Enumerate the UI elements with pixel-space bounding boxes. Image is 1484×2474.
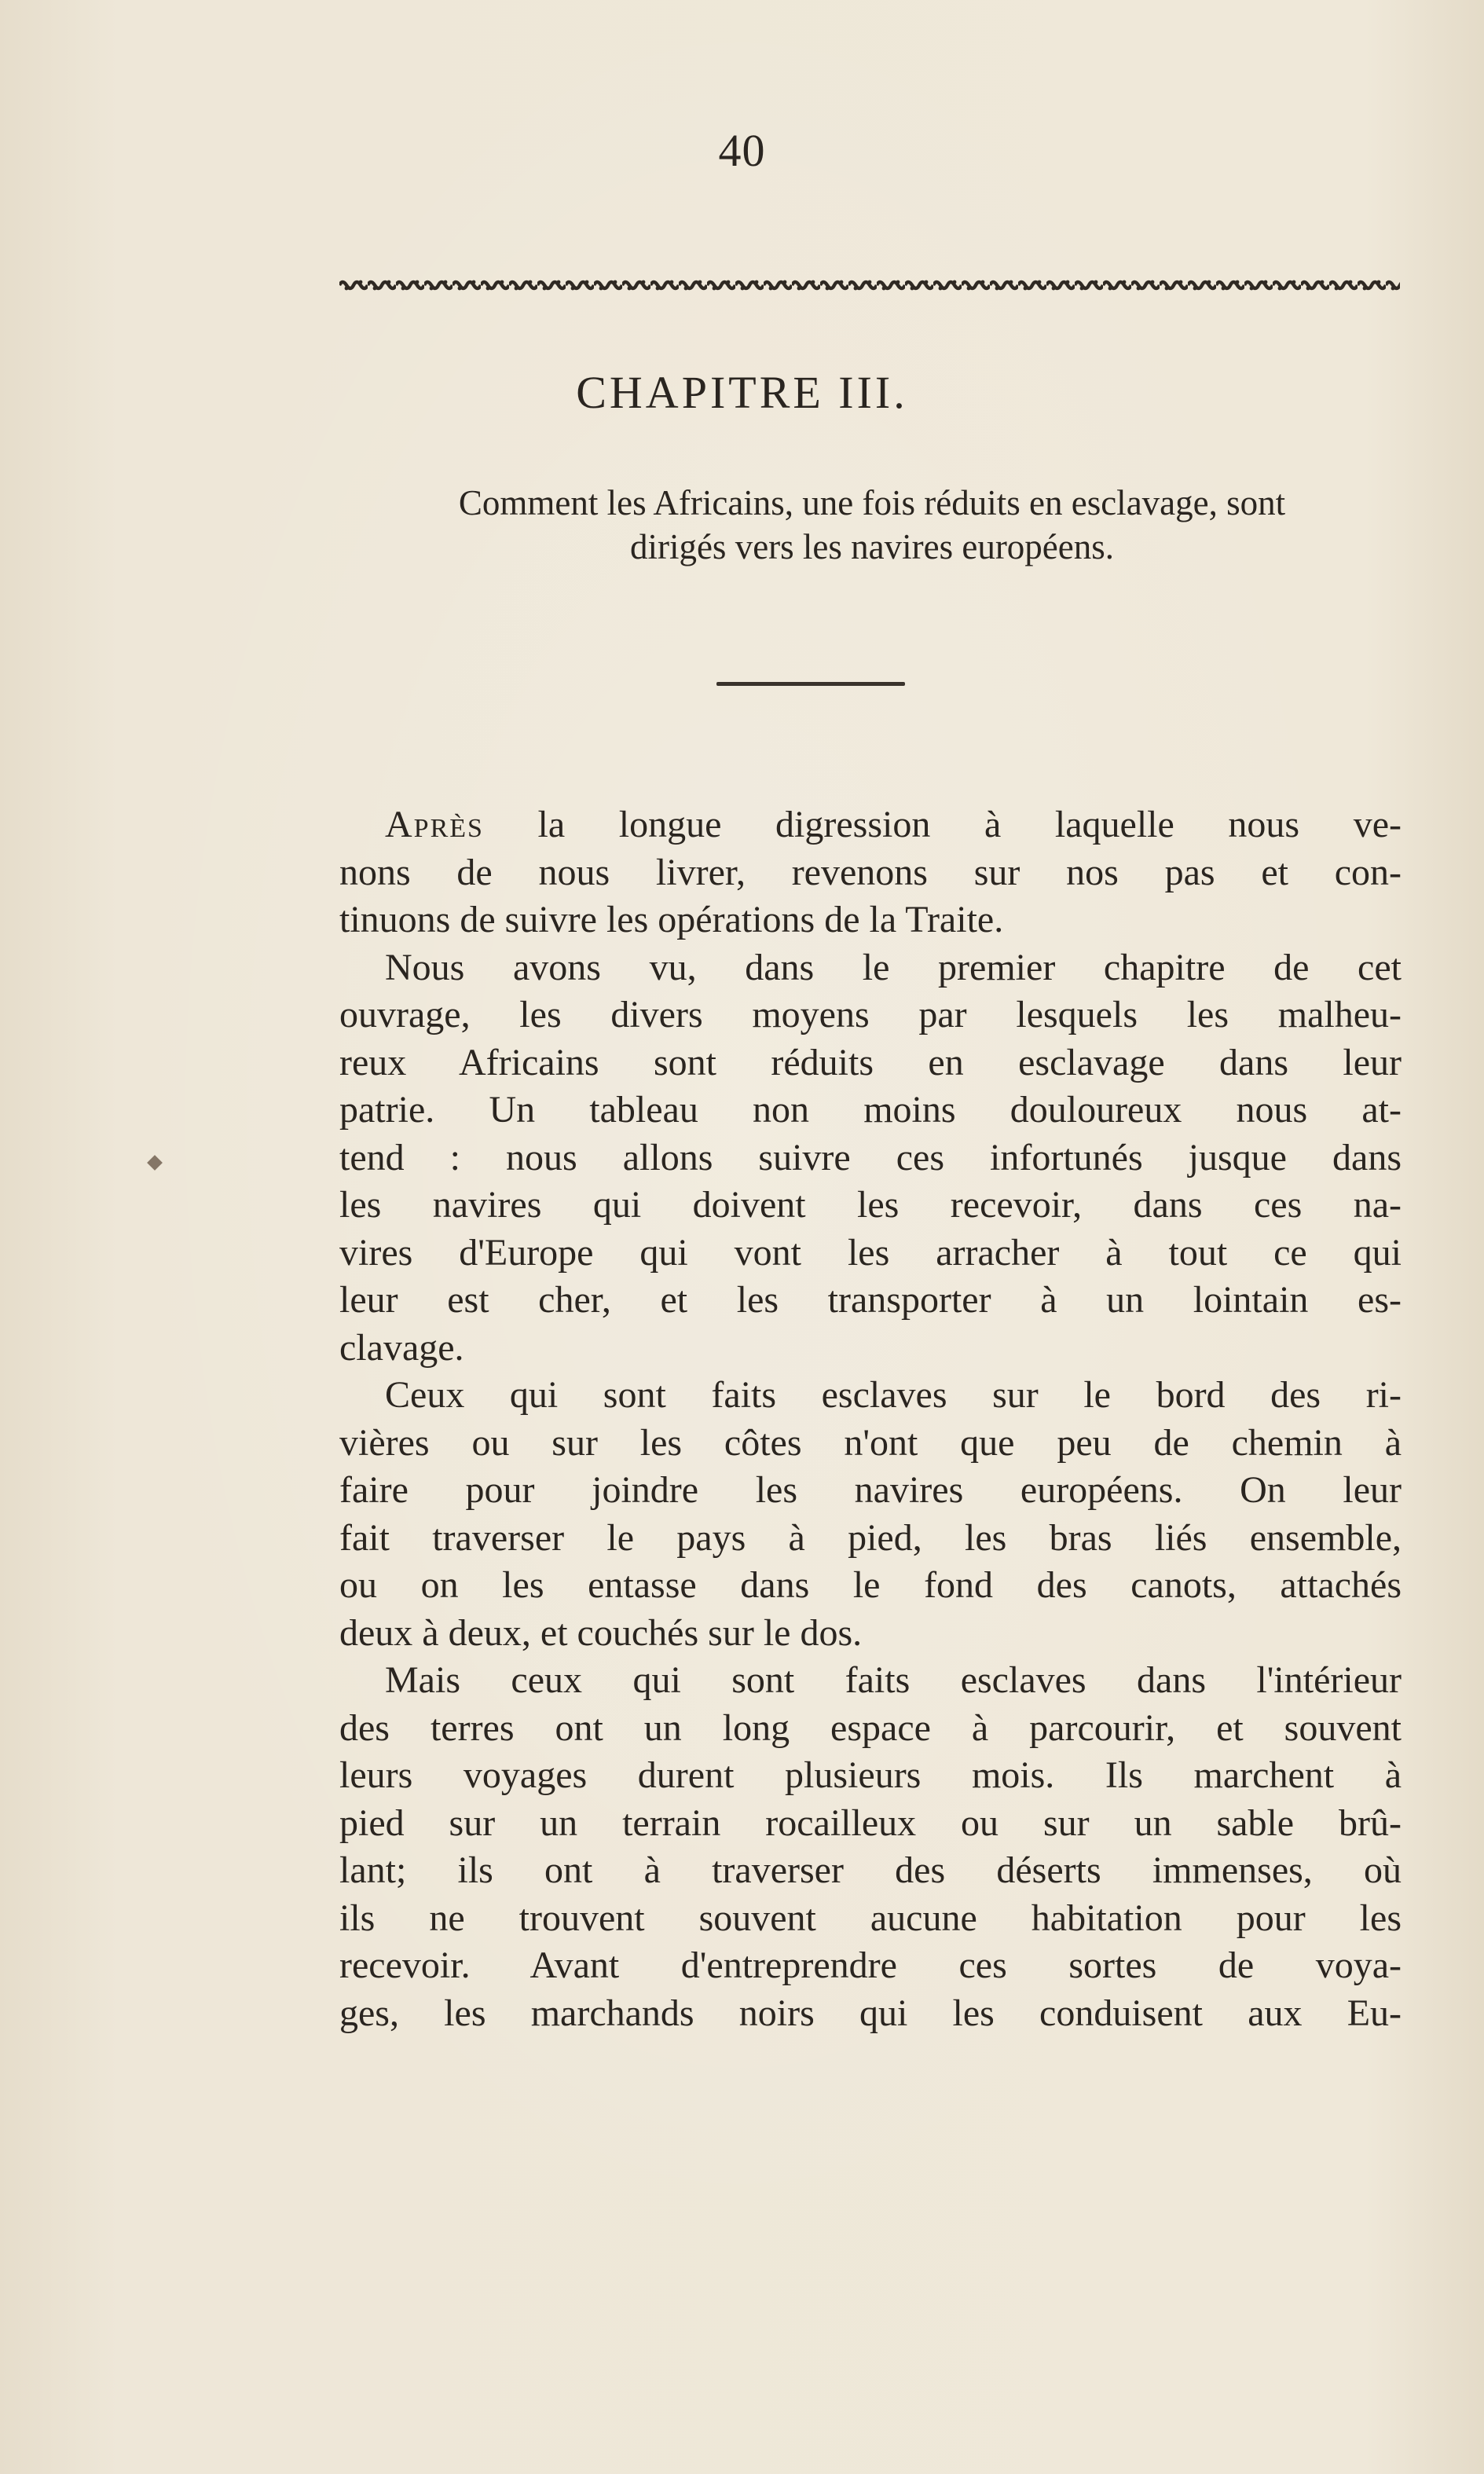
- paragraph-line: ils ne trouvent souvent aucune habitation pour les: [339, 1897, 1402, 1939]
- chapter-summary: [338, 481, 1406, 569]
- paragraph-line-rest: la longue digression à laquelle nous ve-: [483, 804, 1402, 845]
- paragraph-line: les navires qui doivent les recevoir, dans ces na-: [339, 1184, 1402, 1226]
- paragraph-line: lant; ils ont à traverser des déserts immenses, où: [339, 1849, 1402, 1891]
- paragraph-line: recevoir. Avant d'entreprendre ces sortes de voya-: [339, 1944, 1402, 1986]
- page-number: 40: [718, 125, 766, 176]
- paragraph-line: faire pour joindre les navires européens. On leur: [339, 1469, 1402, 1511]
- paragraph-line: [339, 801, 1402, 849]
- paragraph-line: vires d'Europe qui vont les arracher à tout ce qui: [339, 1231, 1402, 1274]
- paragraph-line: leurs voyages durent plusieurs mois. Ils marchent à: [339, 1754, 1402, 1796]
- chapter-title: CHAPITRE III.: [576, 367, 908, 418]
- opening-word: Après: [385, 804, 484, 845]
- paragraph-line: nons de nous livrer, revenons sur nos pas et con-: [339, 851, 1402, 893]
- paragraph-line: tinuons de suivre les opérations de la Traite.: [339, 899, 1004, 940]
- paragraph-line: fait traverser le pays à pied, les bras liés ensemble,: [339, 1516, 1402, 1559]
- paragraph-line: tend : nous allons suivre ces infortunés jusque dans: [339, 1136, 1402, 1178]
- paragraph-line: Nous avons vu, dans le premier chapitre de cet: [385, 946, 1402, 988]
- paragraph-line: des terres ont un long espace à parcourir, et souvent: [339, 1706, 1402, 1749]
- paragraph-line: patrie. Un tableau non moins douloureux nous at-: [339, 1089, 1402, 1131]
- paragraph-line: Ceux qui sont faits esclaves sur le bord des ri-: [385, 1374, 1402, 1416]
- paragraph-line: ouvrage, les divers moyens par lesquels les malheu-: [339, 994, 1402, 1035]
- paragraph-line: leur est cher, et les transporter à un lointain es-: [339, 1279, 1402, 1321]
- paragraph-line: pied sur un terrain rocailleux ou sur un sable brû-: [339, 1801, 1402, 1844]
- chapter-summary-line: dirigés vers les navires européens.: [629, 527, 1115, 566]
- section-rule: [716, 682, 905, 686]
- paragraph-line: clavage.: [339, 1326, 464, 1369]
- paragraph-line: ges, les marchands noirs qui les conduisent aux Eu-: [339, 1992, 1402, 2034]
- paragraph-line: ou on les entasse dans le fond des canots, attachés: [339, 1564, 1402, 1606]
- paragraph-line: reux Africains sont réduits en esclavage dans leur: [339, 1041, 1402, 1083]
- ornamental-rule: [339, 277, 1400, 294]
- paragraph-line: vières ou sur les côtes n'ont que peu de chemin à: [339, 1421, 1402, 1464]
- chapter-summary-line: Comment les Africains, une fois réduits en esclavage, sont: [458, 483, 1286, 522]
- margin-mark: [147, 1155, 163, 1171]
- paragraph-line: deux à deux, et couchés sur le dos.: [339, 1611, 863, 1654]
- chapter-body: [339, 801, 1402, 2037]
- paragraph-line: Mais ceux qui sont faits esclaves dans l'intérieur: [385, 1659, 1402, 1701]
